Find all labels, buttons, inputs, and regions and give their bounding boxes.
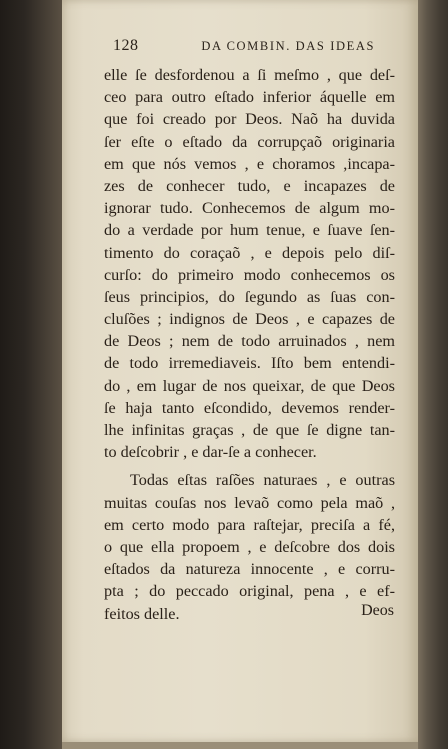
- page-header: [113, 37, 375, 59]
- text-line: timento do coraçaõ , e depois pelo diſ-: [104, 243, 395, 262]
- body-text: [104, 64, 395, 625]
- text-line: ceo para outro eſtado inferior áquelle em: [104, 88, 395, 107]
- page-bottom-edge: [62, 742, 418, 749]
- running-head: DA COMBIN. DAS IDEAS: [201, 39, 375, 53]
- text-line: eſtados da natureza innocente , e corru-: [104, 560, 395, 579]
- text-line: to deſcobrir , e dar-ſe a conhecer.: [104, 443, 317, 462]
- text-line: zes de conhecer tudo, e incapazes de: [104, 176, 395, 195]
- text-line: ſe haja tanto eſcondido, devemos render-: [104, 398, 395, 417]
- text-line: de todo irremediaveis. Iſto bem entendi-: [104, 354, 395, 373]
- page-number: 128: [113, 37, 139, 54]
- page-edge-stack: [418, 0, 448, 749]
- text-line: feitos delle.: [104, 604, 180, 623]
- text-line: do a verdade por hum tenue, e ſuave ſen-: [104, 221, 395, 240]
- text-line: cluſões ; indignos de Deos , e capazes de: [104, 310, 395, 329]
- text-line: em certo modo para raſtejar, preciſa a fé,: [104, 515, 395, 534]
- text-line: lhe infinitas graças , de que ſe digne tan-: [104, 421, 395, 439]
- text-line: que foi creado por Deos. Naõ ha duvida: [104, 110, 395, 129]
- catchword: Deos: [361, 602, 394, 619]
- text-line: ignorar tudo. Conhecemos de algum mo-: [104, 199, 395, 218]
- text-line: muitas couſas nos levaõ como pela maõ ,: [104, 493, 395, 512]
- text-line: ſeus principios, do ſegundo as ſuas con-: [104, 287, 395, 306]
- text-line: ſer eſte o eſtado da corrupçaõ originaria: [104, 132, 395, 151]
- text-line: de Deos ; nem de todo arruinados , nem: [104, 332, 395, 351]
- text-line: curſo: do primeiro modo conhecemos os: [104, 265, 395, 284]
- book-binding-shadow: [0, 0, 62, 749]
- text-line: do , em lugar de nos queixar, de que Deos: [104, 376, 395, 395]
- text-line: elle ſe desfordenou a ſi meſmo , que deſ-: [104, 66, 395, 84]
- text-line: o que ella propoem , e deſcobre dos dois: [104, 537, 395, 556]
- text-line: em que nós vemos , e choramos ,incapa-: [104, 154, 395, 173]
- text-line: Todas eſtas raſões naturaes , e outras: [130, 471, 395, 490]
- text-line: pta ; do peccado original, pena , e ef-: [104, 582, 395, 601]
